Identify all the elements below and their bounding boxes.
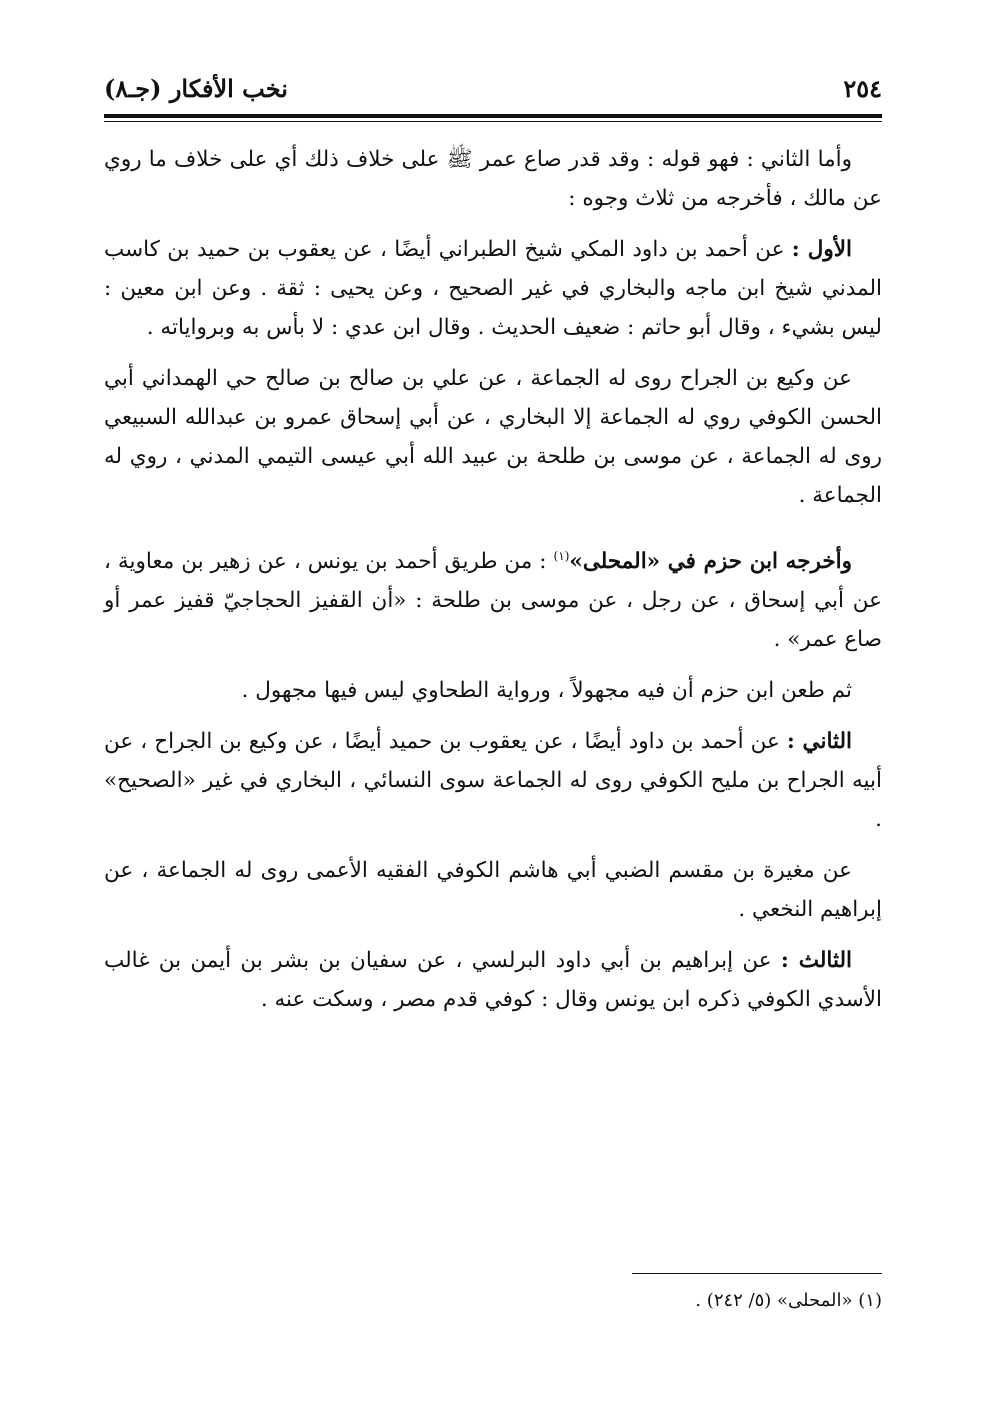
paragraph-text: عن أحمد بن داود أيضًا ، عن يعقوب بن حميد أيضًا ، عن وكيع بن الجراح ، عن أبيه الجراح بن مليح الكوفي روى له الجماعة سوى النسائي ، البخاري في غير «الصحيح» .: [104, 729, 882, 833]
paragraph-3: [104, 359, 882, 515]
paragraph-lead: الثاني :: [786, 729, 853, 755]
paragraph-text: عن وكيع بن الجراح روى له الجماعة ، عن علي بن صالح بن صالح حي الهمداني أبي الحسن الكوفي روي له الجماعة إلا البخاري ، عن أبي إسحاق عمرو بن عبدالله السبيعي روى له الجماعة ، عن موسى بن طلحة بن عبيد الله أبي عيسى التيمي المدني ، روي له الجماعة .: [104, 366, 882, 508]
header-rule-thin: [104, 121, 882, 122]
paragraph-text: وأما الثاني : فهو قوله : وقد قدر صاع عمر ﷺ على خلاف ذلك أي على خلاف ما روي عن مالك ، فأخرجه من ثلاث وجوه :: [104, 147, 882, 211]
footnote-marker: (١): [553, 549, 570, 563]
page-number: ٢٥٤: [843, 73, 882, 103]
paragraph-lead: وأخرجه ابن حزم في «المحلى»: [569, 549, 852, 575]
paragraph-text: عن أحمد بن داود المكي شيخ الطبراني أيضًا ، عن يعقوب بن حميد بن كاسب المدني شيخ ابن ماجه والبخاري في غير الصحيح ، وعن يحيى : ثقة . وعن ابن معين : ليس بشيء ، وقال أبو حاتم : ضعيف الحديث . وقال ابن عدي : لا بأس به وبرواياته .: [104, 237, 882, 340]
paragraph-text: : من طريق أحمد بن يونس ، عن زهير بن معاوية ، عن أبي إسحاق ، عن رجل ، عن موسى بن طلحة : «أن القفيز الحجاجيّ قفيز عمر أو صاع عمر» .: [104, 549, 882, 653]
footnote: (١) «المحلى» (٥/ ٢٤٢) .: [695, 1290, 882, 1311]
paragraph-5: [104, 671, 882, 710]
paragraph-lead: الثالث :: [780, 948, 852, 974]
paragraph-1: [104, 140, 882, 218]
page-header: [104, 66, 882, 110]
paragraph-text: عن إبراهيم بن أبي داود البرلسي ، عن سفيان بن بشر بن أيمن بن غالب الأسدي الكوفي ذكره ابن يونس وقال : كوفي قدم مصر ، وسكت عنه .: [104, 948, 882, 1013]
main-text: [104, 140, 882, 1031]
paragraph-2: [104, 230, 882, 347]
book-title: نخب الأفكار (جـ٨): [104, 73, 288, 103]
paragraph-text: ثم طعن ابن حزم أن فيه مجهولاً ، ورواية الطحاوي ليس فيها مجهول .: [241, 678, 852, 704]
paragraph-6: [104, 722, 882, 839]
footnote-rule: [632, 1273, 882, 1274]
paragraph-4: [104, 537, 882, 659]
paragraph-7: [104, 851, 882, 929]
paragraph-text: عن مغيرة بن مقسم الضبي أبي هاشم الكوفي الفقيه الأعمى روى له الجماعة ، عن إبراهيم النخعي .: [104, 858, 882, 923]
header-rule-thick: [104, 114, 882, 118]
paragraph-lead: الأول :: [791, 237, 852, 262]
paragraph-8: [104, 941, 882, 1019]
